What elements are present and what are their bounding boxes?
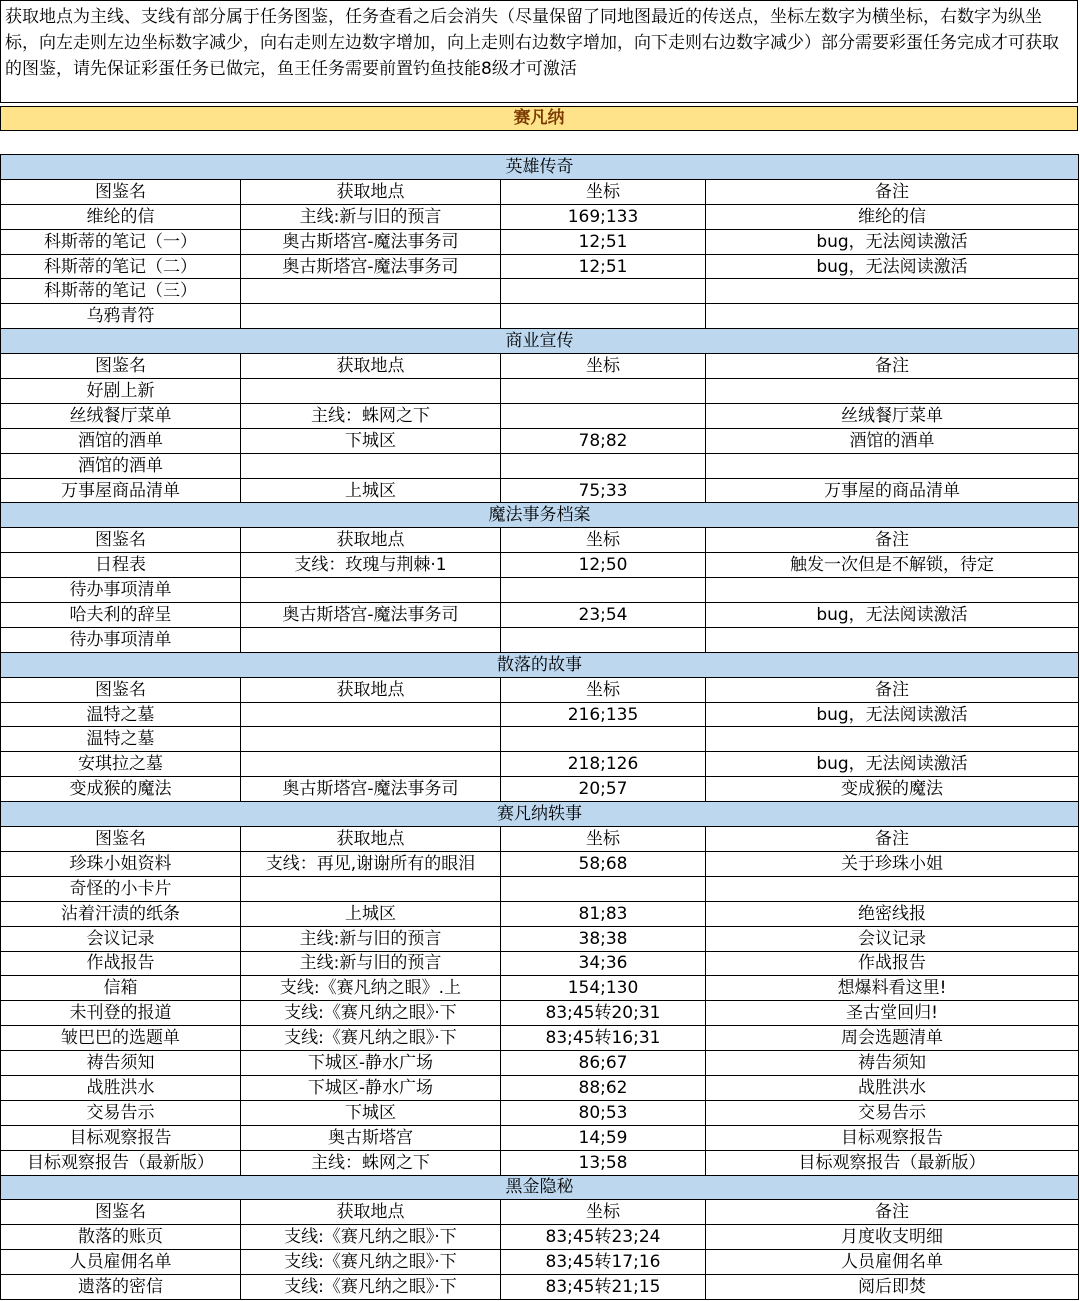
column-header: 图鉴名 (1, 677, 241, 702)
coordinate-cell: 86;67 (501, 1051, 706, 1076)
codex-name-cell: 待办事项清单 (1, 627, 241, 652)
codex-name-cell: 祷告须知 (1, 1051, 241, 1076)
column-header: 坐标 (501, 179, 706, 204)
codex-name-cell: 温特之墓 (1, 727, 241, 752)
location-cell: 上城区 (241, 901, 501, 926)
coordinate-cell (501, 578, 706, 603)
remark-cell: 目标观察报告 (706, 1125, 1079, 1150)
column-header: 获取地点 (241, 677, 501, 702)
column-header: 图鉴名 (1, 354, 241, 379)
codex-name-cell: 变成猴的魔法 (1, 777, 241, 802)
coordinate-cell: 38;38 (501, 926, 706, 951)
remark-cell: 关于珍珠小姐 (706, 851, 1079, 876)
remark-cell (706, 379, 1079, 404)
remark-cell: bug，无法阅读激活 (706, 702, 1079, 727)
coordinate-cell: 12;51 (501, 254, 706, 279)
table-row (1, 901, 1079, 926)
codex-name-cell: 散落的账页 (1, 1225, 241, 1250)
remark-cell: 会议记录 (706, 926, 1079, 951)
column-header: 备注 (706, 179, 1079, 204)
coordinate-cell: 34;36 (501, 951, 706, 976)
table-row (1, 851, 1079, 876)
remark-cell: bug，无法阅读激活 (706, 752, 1079, 777)
coordinate-cell: 75;33 (501, 478, 706, 503)
location-cell: 支线:《赛凡纳之眼》·下 (241, 1026, 501, 1051)
remark-cell: bug，无法阅读激活 (706, 229, 1079, 254)
codex-name-cell: 哈夫利的辞呈 (1, 603, 241, 628)
table-row (1, 428, 1079, 453)
location-cell (241, 876, 501, 901)
codex-name-cell: 温特之墓 (1, 702, 241, 727)
section-header-row (1, 329, 1079, 354)
column-header-row (1, 179, 1079, 204)
coordinate-cell: 216;135 (501, 702, 706, 727)
coordinate-cell: 83;45转23;24 (501, 1225, 706, 1250)
location-cell: 支线:《赛凡纳之眼》·下 (241, 1250, 501, 1275)
section-header-row (1, 155, 1079, 180)
codex-name-cell: 皱巴巴的选题单 (1, 1026, 241, 1051)
coordinate-cell (501, 876, 706, 901)
section-title: 散落的故事 (1, 652, 1079, 677)
remark-cell: 交易告示 (706, 1100, 1079, 1125)
coordinate-cell: 23;54 (501, 603, 706, 628)
remark-cell: 月度收支明细 (706, 1225, 1079, 1250)
codex-name-cell: 珍珠小姐资料 (1, 851, 241, 876)
table-row (1, 279, 1079, 304)
table-row (1, 1026, 1079, 1051)
column-header: 图鉴名 (1, 1200, 241, 1225)
column-header: 备注 (706, 528, 1079, 553)
codex-name-cell: 维纶的信 (1, 204, 241, 229)
codex-name-cell: 万事屋商品清单 (1, 478, 241, 503)
column-header: 获取地点 (241, 179, 501, 204)
table-row (1, 1001, 1079, 1026)
codex-name-cell: 好剧上新 (1, 379, 241, 404)
table-row (1, 204, 1079, 229)
coordinate-cell: 14;59 (501, 1125, 706, 1150)
coordinate-cell (501, 453, 706, 478)
column-header-row (1, 354, 1079, 379)
remark-cell: 绝密线报 (706, 901, 1079, 926)
location-cell (241, 752, 501, 777)
codex-name-cell: 目标观察报告 (1, 1125, 241, 1150)
location-cell: 奥古斯塔宫-魔法事务司 (241, 777, 501, 802)
column-header: 备注 (706, 354, 1079, 379)
column-header-row (1, 827, 1079, 852)
table-row (1, 403, 1079, 428)
table-row (1, 702, 1079, 727)
column-header: 坐标 (501, 677, 706, 702)
location-cell: 支线：玫瑰与荆棘·1 (241, 553, 501, 578)
codex-name-cell: 会议记录 (1, 926, 241, 951)
codex-name-cell: 安琪拉之墓 (1, 752, 241, 777)
location-cell: 下城区 (241, 428, 501, 453)
column-header: 坐标 (501, 827, 706, 852)
codex-name-cell: 目标观察报告（最新版） (1, 1150, 241, 1175)
location-cell (241, 702, 501, 727)
remark-cell: 圣古堂回归! (706, 1001, 1079, 1026)
location-cell: 支线：再见,谢谢所有的眼泪 (241, 851, 501, 876)
codex-name-cell: 人员雇佣名单 (1, 1250, 241, 1275)
coordinate-cell (501, 727, 706, 752)
table-row (1, 578, 1079, 603)
remark-cell: 目标观察报告（最新版） (706, 1150, 1079, 1175)
column-header: 获取地点 (241, 1200, 501, 1225)
coordinate-cell: 80;53 (501, 1100, 706, 1125)
location-cell: 主线：蛛网之下 (241, 403, 501, 428)
table-row (1, 603, 1079, 628)
remark-cell: 丝绒餐厅菜单 (706, 403, 1079, 428)
location-cell: 下城区-静水广场 (241, 1075, 501, 1100)
coordinate-cell (501, 403, 706, 428)
remark-cell (706, 876, 1079, 901)
codex-name-cell: 酒馆的酒单 (1, 453, 241, 478)
location-cell: 奥古斯塔宫-魔法事务司 (241, 254, 501, 279)
remark-cell (706, 727, 1079, 752)
table-row (1, 1075, 1079, 1100)
coordinate-cell: 83;45转16;31 (501, 1026, 706, 1051)
coordinate-cell: 58;68 (501, 851, 706, 876)
remark-cell (706, 304, 1079, 329)
table-row (1, 1225, 1079, 1250)
coordinate-cell: 12;51 (501, 229, 706, 254)
remark-cell (706, 453, 1079, 478)
table-row (1, 752, 1079, 777)
location-cell: 奥古斯塔宫-魔法事务司 (241, 229, 501, 254)
codex-name-cell: 交易告示 (1, 1100, 241, 1125)
coordinate-cell: 83;45转20;31 (501, 1001, 706, 1026)
section-title: 英雄传奇 (1, 155, 1079, 180)
location-cell: 下城区 (241, 1100, 501, 1125)
location-cell: 主线:新与旧的预言 (241, 951, 501, 976)
section-header-row (1, 802, 1079, 827)
table-row (1, 1250, 1079, 1275)
remark-cell: 万事屋的商品清单 (706, 478, 1079, 503)
section-header-row (1, 652, 1079, 677)
codex-name-cell: 科斯蒂的笔记（二） (1, 254, 241, 279)
remark-cell (706, 279, 1079, 304)
remark-cell: 阅后即焚 (706, 1275, 1079, 1300)
location-cell (241, 279, 501, 304)
codex-name-cell: 信箱 (1, 976, 241, 1001)
remark-cell: 维纶的信 (706, 204, 1079, 229)
table-row (1, 379, 1079, 404)
column-header: 获取地点 (241, 528, 501, 553)
coordinate-cell: 12;50 (501, 553, 706, 578)
remark-cell: 酒馆的酒单 (706, 428, 1079, 453)
codex-name-cell: 战胜洪水 (1, 1075, 241, 1100)
coordinate-cell: 218;126 (501, 752, 706, 777)
column-header: 获取地点 (241, 354, 501, 379)
table-row (1, 254, 1079, 279)
section-title: 黑金隐秘 (1, 1175, 1079, 1200)
location-cell: 支线:《赛凡纳之眼》·下 (241, 1225, 501, 1250)
coordinate-cell: 81;83 (501, 901, 706, 926)
codex-name-cell: 科斯蒂的笔记（三） (1, 279, 241, 304)
coordinate-cell (501, 279, 706, 304)
remark-cell: 战胜洪水 (706, 1075, 1079, 1100)
location-cell: 奥古斯塔宫-魔法事务司 (241, 603, 501, 628)
section-title: 魔法事务档案 (1, 503, 1079, 528)
column-header: 获取地点 (241, 827, 501, 852)
remark-cell: 触发一次但是不解锁，待定 (706, 553, 1079, 578)
coordinate-cell: 13;58 (501, 1150, 706, 1175)
codex-name-cell: 丝绒餐厅菜单 (1, 403, 241, 428)
table-row (1, 876, 1079, 901)
table-row (1, 453, 1079, 478)
location-cell (241, 727, 501, 752)
coordinate-cell: 78;82 (501, 428, 706, 453)
table-row (1, 777, 1079, 802)
location-cell: 主线:新与旧的预言 (241, 204, 501, 229)
table-row (1, 478, 1079, 503)
codex-table (0, 154, 1079, 1300)
location-cell (241, 304, 501, 329)
codex-name-cell: 奇怪的小卡片 (1, 876, 241, 901)
codex-name-cell: 酒馆的酒单 (1, 428, 241, 453)
section-header-row (1, 1175, 1079, 1200)
codex-name-cell: 待办事项清单 (1, 578, 241, 603)
codex-name-cell: 遗落的密信 (1, 1275, 241, 1300)
column-header: 备注 (706, 1200, 1079, 1225)
section-title: 赛凡纳轶事 (1, 802, 1079, 827)
column-header-row (1, 1200, 1079, 1225)
description-note: 获取地点为主线、支线有部分属于任务图鉴，任务查看之后会消失（尽量保留了同地图最近的传送点，坐标左数字为横坐标，右数字为纵坐标，向左走则左边坐标数字减少，向右走则左边数字增加，向上走则右边数字增加，向下走则右边数字减少）部分需要彩蛋任务完成才可获取的图鉴，请先保证彩蛋任务已做完，鱼王任务需要前置钓鱼技能8级才可激活 (0, 0, 1078, 103)
remark-cell: 变成猴的魔法 (706, 777, 1079, 802)
coordinate-cell (501, 379, 706, 404)
section-header-row (1, 503, 1079, 528)
location-cell: 主线：蛛网之下 (241, 1150, 501, 1175)
table-row (1, 727, 1079, 752)
column-header: 备注 (706, 827, 1079, 852)
location-cell: 支线:《赛凡纳之眼》·下 (241, 1001, 501, 1026)
remark-cell: 周会选题清单 (706, 1026, 1079, 1051)
remark-cell (706, 627, 1079, 652)
table-row (1, 1100, 1079, 1125)
coordinate-cell: 83;45转17;16 (501, 1250, 706, 1275)
location-cell: 支线:《赛凡纳之眼》·下 (241, 1275, 501, 1300)
location-cell: 主线:新与旧的预言 (241, 926, 501, 951)
codex-name-cell: 沾着汗渍的纸条 (1, 901, 241, 926)
codex-name-cell: 乌鸦青符 (1, 304, 241, 329)
table-row (1, 229, 1079, 254)
column-header: 图鉴名 (1, 179, 241, 204)
location-cell (241, 453, 501, 478)
table-row (1, 1125, 1079, 1150)
table-row (1, 1150, 1079, 1175)
column-header-row (1, 528, 1079, 553)
column-header-row (1, 677, 1079, 702)
location-cell: 支线:《赛凡纳之眼》.上 (241, 976, 501, 1001)
location-cell: 下城区-静水广场 (241, 1051, 501, 1076)
section-title: 商业宣传 (1, 329, 1079, 354)
location-cell: 上城区 (241, 478, 501, 503)
codex-name-cell: 科斯蒂的笔记（一） (1, 229, 241, 254)
coordinate-cell: 20;57 (501, 777, 706, 802)
remark-cell (706, 578, 1079, 603)
location-cell (241, 578, 501, 603)
coordinate-cell: 88;62 (501, 1075, 706, 1100)
location-cell (241, 627, 501, 652)
table-row (1, 926, 1079, 951)
column-header: 坐标 (501, 528, 706, 553)
table-row (1, 976, 1079, 1001)
remark-cell: 人员雇佣名单 (706, 1250, 1079, 1275)
coordinate-cell: 154;130 (501, 976, 706, 1001)
region-title: 赛凡纳 (0, 106, 1078, 131)
column-header: 图鉴名 (1, 827, 241, 852)
location-cell (241, 379, 501, 404)
table-row (1, 553, 1079, 578)
remark-cell: 想爆料看这里! (706, 976, 1079, 1001)
column-header: 坐标 (501, 354, 706, 379)
remark-cell: 作战报告 (706, 951, 1079, 976)
column-header: 备注 (706, 677, 1079, 702)
location-cell: 奥古斯塔宫 (241, 1125, 501, 1150)
table-row (1, 951, 1079, 976)
coordinate-cell (501, 304, 706, 329)
codex-name-cell: 作战报告 (1, 951, 241, 976)
remark-cell: bug，无法阅读激活 (706, 254, 1079, 279)
table-row (1, 627, 1079, 652)
table-row (1, 304, 1079, 329)
column-header: 坐标 (501, 1200, 706, 1225)
coordinate-cell (501, 627, 706, 652)
codex-name-cell: 日程表 (1, 553, 241, 578)
coordinate-cell: 83;45转21;15 (501, 1275, 706, 1300)
table-row (1, 1051, 1079, 1076)
codex-name-cell: 未刊登的报道 (1, 1001, 241, 1026)
table-row (1, 1275, 1079, 1300)
coordinate-cell: 169;133 (501, 204, 706, 229)
remark-cell: 祷告须知 (706, 1051, 1079, 1076)
remark-cell: bug，无法阅读激活 (706, 603, 1079, 628)
column-header: 图鉴名 (1, 528, 241, 553)
